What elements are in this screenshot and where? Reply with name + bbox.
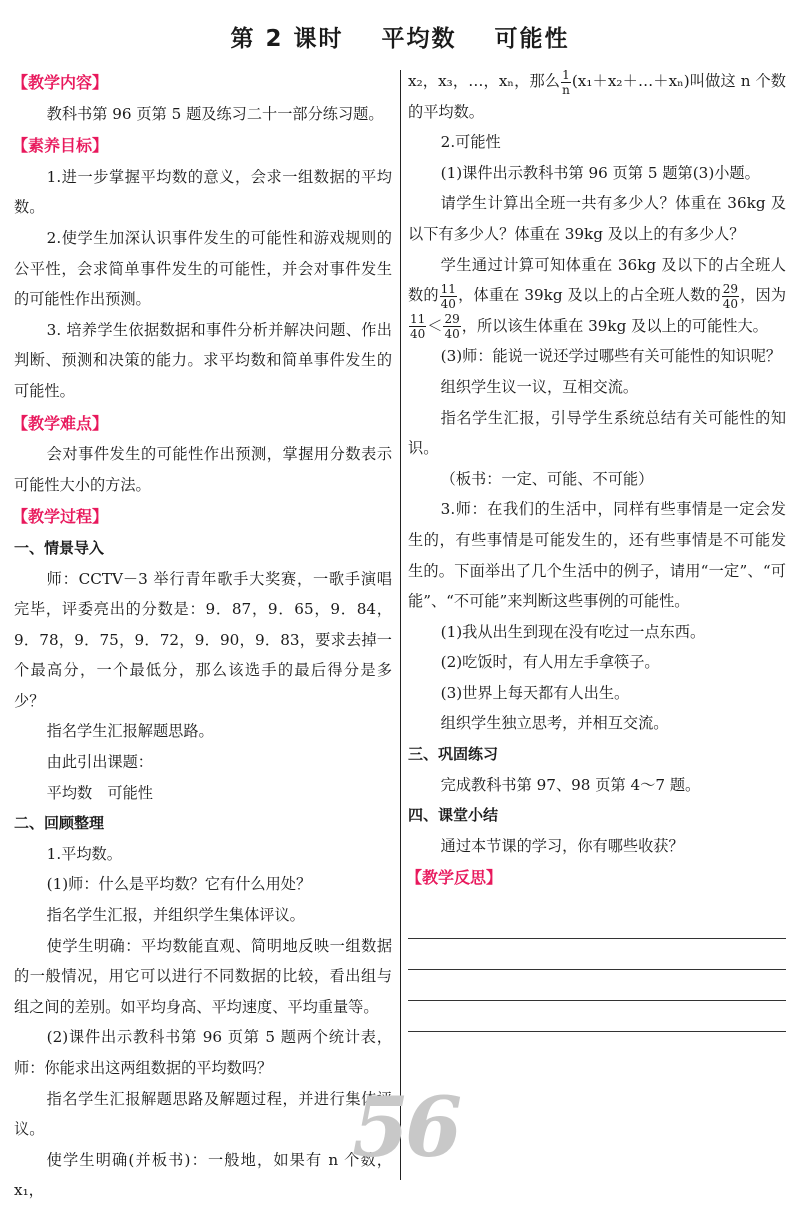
part2-paragraph-6: 指名学生汇报解题思路及解题过程，并进行集体评议。 — [14, 1089, 392, 1139]
formula-fraction — [561, 68, 571, 97]
formula-part-b: (x₁＋x₂＋…＋xₙ)叫做这 n 个数的平均数。 — [408, 72, 786, 121]
example-2: (2)吃饭时，有人用左手拿筷子。 — [440, 653, 660, 672]
formula-fraction-numerator: 1 — [562, 67, 570, 82]
right-paragraph-9: 3.师：在我们的生活中，同样有些事情是一定会发生的，有些事情是可能发生的，还有些事情是不可能发生的。下面举出了几个生活中的例子，请用“一定”、“可能”、“不可能”来判断这些事例的可能性。 — [408, 500, 786, 611]
less-than-sign: ＜ — [427, 316, 443, 335]
column-divider — [400, 70, 401, 1180]
lesson-number: 第 2 课时 — [230, 26, 344, 52]
fraction-29-40-compare — [443, 312, 460, 341]
fraction-numerator: 11 — [440, 281, 456, 296]
goal-3: 3. 培养学生依据数据和事件分析并解决问题、作出判断、预测和决策的能力。求平均数和简单事件发生的可能性。 — [14, 320, 392, 400]
goal-2: 2.使学生加深认识事件发生的可能性和游戏规则的公平性，会求简单事件发生的可能性，并会对事件发生的可能性作出预测。 — [14, 228, 392, 309]
writing-line — [408, 1001, 786, 1032]
example-1: (1)我从出生到现在没有吃过一点东西。 — [440, 622, 706, 641]
right-paragraph-1: 2.可能性 — [440, 133, 501, 152]
topic-average: 平均数 — [381, 26, 457, 52]
part1-title: 一、情景导入 — [14, 538, 105, 557]
part2-paragraph-3: 指名学生汇报，并组织学生集体评议。 — [46, 906, 305, 925]
content-text: 教科书第 96 页第 5 题及练习二十一部分练习题。 — [46, 104, 384, 123]
weight-text-d: ，所以该生体重在 39kg 及以上的可能性大。 — [461, 316, 768, 335]
fraction-numerator: 29 — [722, 281, 739, 296]
difficult-text: 会对事件发生的可能性作出预测，掌握用分数表示可能性大小的方法。 — [14, 445, 392, 494]
fraction-denominator: 40 — [444, 327, 460, 342]
right-paragraph-3: 请学生计算出全班一共有多少人？体重在 36kg 及以下有多少人？体重在 39kg 及以上的有多少人？ — [408, 194, 786, 243]
page-number: 56 — [352, 1080, 459, 1176]
part2-title: 二、回顾整理 — [14, 814, 105, 833]
fraction-numerator: 11 — [410, 312, 426, 327]
part1-paragraph-1: 师：CCTV－3 举行青年歌手大奖赛，一歌手演唱完毕，评委亮出的分数是：9．87，9．65，9．84，9．78，9．75，9．72，9．90，9．83，要求去掉一个最高分，一个最低分，那么该选手的最后得分是多少？ — [14, 569, 392, 710]
section-goals: 【素养目标】 — [12, 136, 109, 156]
part2-paragraph-5: (2)课件出示教科书第 96 页第 5 题两个统计表，师：你能求出这两组数据的平均数吗？ — [14, 1028, 392, 1077]
writing-line — [408, 970, 786, 1001]
part2-paragraph-1: 1.平均数。 — [46, 844, 122, 863]
part3-text: 完成教科书第 97、98 页第 4～7 题。 — [440, 775, 701, 794]
left-column — [14, 66, 392, 1206]
writing-line — [408, 939, 786, 970]
goal-1: 1.进一步掌握平均数的意义，会求一组数据的平均数。 — [14, 167, 392, 217]
right-column — [408, 66, 786, 1032]
section-teaching-process: 【教学过程】 — [12, 507, 109, 527]
part1-paragraph-3: 由此引出课题： — [46, 753, 153, 772]
part2-paragraph-4: 使学生明确：平均数能直观、简明地反映一组数据的一般情况，用它可以进行不同数据的比较，看出组与组之间的差别。如平均身高、平均速度、平均重量等。 — [14, 936, 392, 1016]
section-difficult-points: 【教学难点】 — [12, 413, 109, 433]
weight-text-c: ，因为 — [740, 286, 787, 305]
topic-possibility: 可能性 — [494, 26, 570, 52]
fraction-29-40 — [722, 282, 739, 311]
right-paragraph-13: 组织学生独立思考，并相互交流。 — [440, 714, 669, 733]
fraction-denominator: 40 — [440, 296, 456, 311]
part1-paragraph-2: 指名学生汇报解题思路。 — [46, 722, 214, 741]
part4-title: 四、课堂小结 — [408, 806, 499, 825]
fraction-11-40 — [440, 282, 457, 311]
right-paragraph-7: 指名学生汇报，引导学生系统总结有关可能性的知识。 — [408, 408, 786, 458]
fraction-denominator: 40 — [410, 327, 426, 342]
part2-paragraph-2: (1)师：什么是平均数？它有什么用处？ — [46, 875, 312, 894]
reflection-lines — [408, 908, 786, 1032]
right-paragraph-5: (3)师：能说一说还学过哪些有关可能性的知识呢？ — [440, 347, 782, 366]
part2-paragraph-7: 使学生明确(并板书)：一般地，如果有 n 个数，x₁， — [14, 1150, 392, 1200]
example-3: (3)世界上每天都有人出生。 — [440, 683, 630, 702]
weight-text-b: ，体重在 39kg 及以上的占全班人数的 — [457, 286, 721, 305]
average-formula — [408, 66, 786, 127]
writing-line — [408, 908, 786, 939]
right-paragraph-4 — [408, 250, 786, 342]
page-title — [0, 20, 800, 53]
fraction-numerator: 29 — [444, 312, 460, 327]
section-teaching-content: 【教学内容】 — [12, 73, 109, 92]
fraction-11-40-compare — [409, 312, 426, 341]
fraction-denominator: 40 — [722, 296, 739, 311]
part4-text: 通过本节课的学习，你有哪些收获？ — [440, 836, 684, 855]
right-paragraph-8: （板书：一定、可能、不可能） — [440, 469, 654, 488]
section-reflection: 【教学反思】 — [406, 868, 503, 888]
right-paragraph-6: 组织学生议一议，互相交流。 — [440, 377, 639, 396]
formula-part-a: x₂，x₃，…，xₙ，那么 — [408, 72, 561, 90]
right-paragraph-2: (1)课件出示教科书第 96 页第 5 题第(3)小题。 — [440, 163, 760, 182]
weight-text-a: 学生通过计算可知体重在 36kg 及以下的占全班人数的 — [408, 255, 786, 305]
part3-title: 三、巩固练习 — [408, 745, 499, 764]
part1-paragraph-4: 平均数 可能性 — [46, 783, 153, 802]
formula-fraction-denominator: n — [562, 82, 570, 97]
